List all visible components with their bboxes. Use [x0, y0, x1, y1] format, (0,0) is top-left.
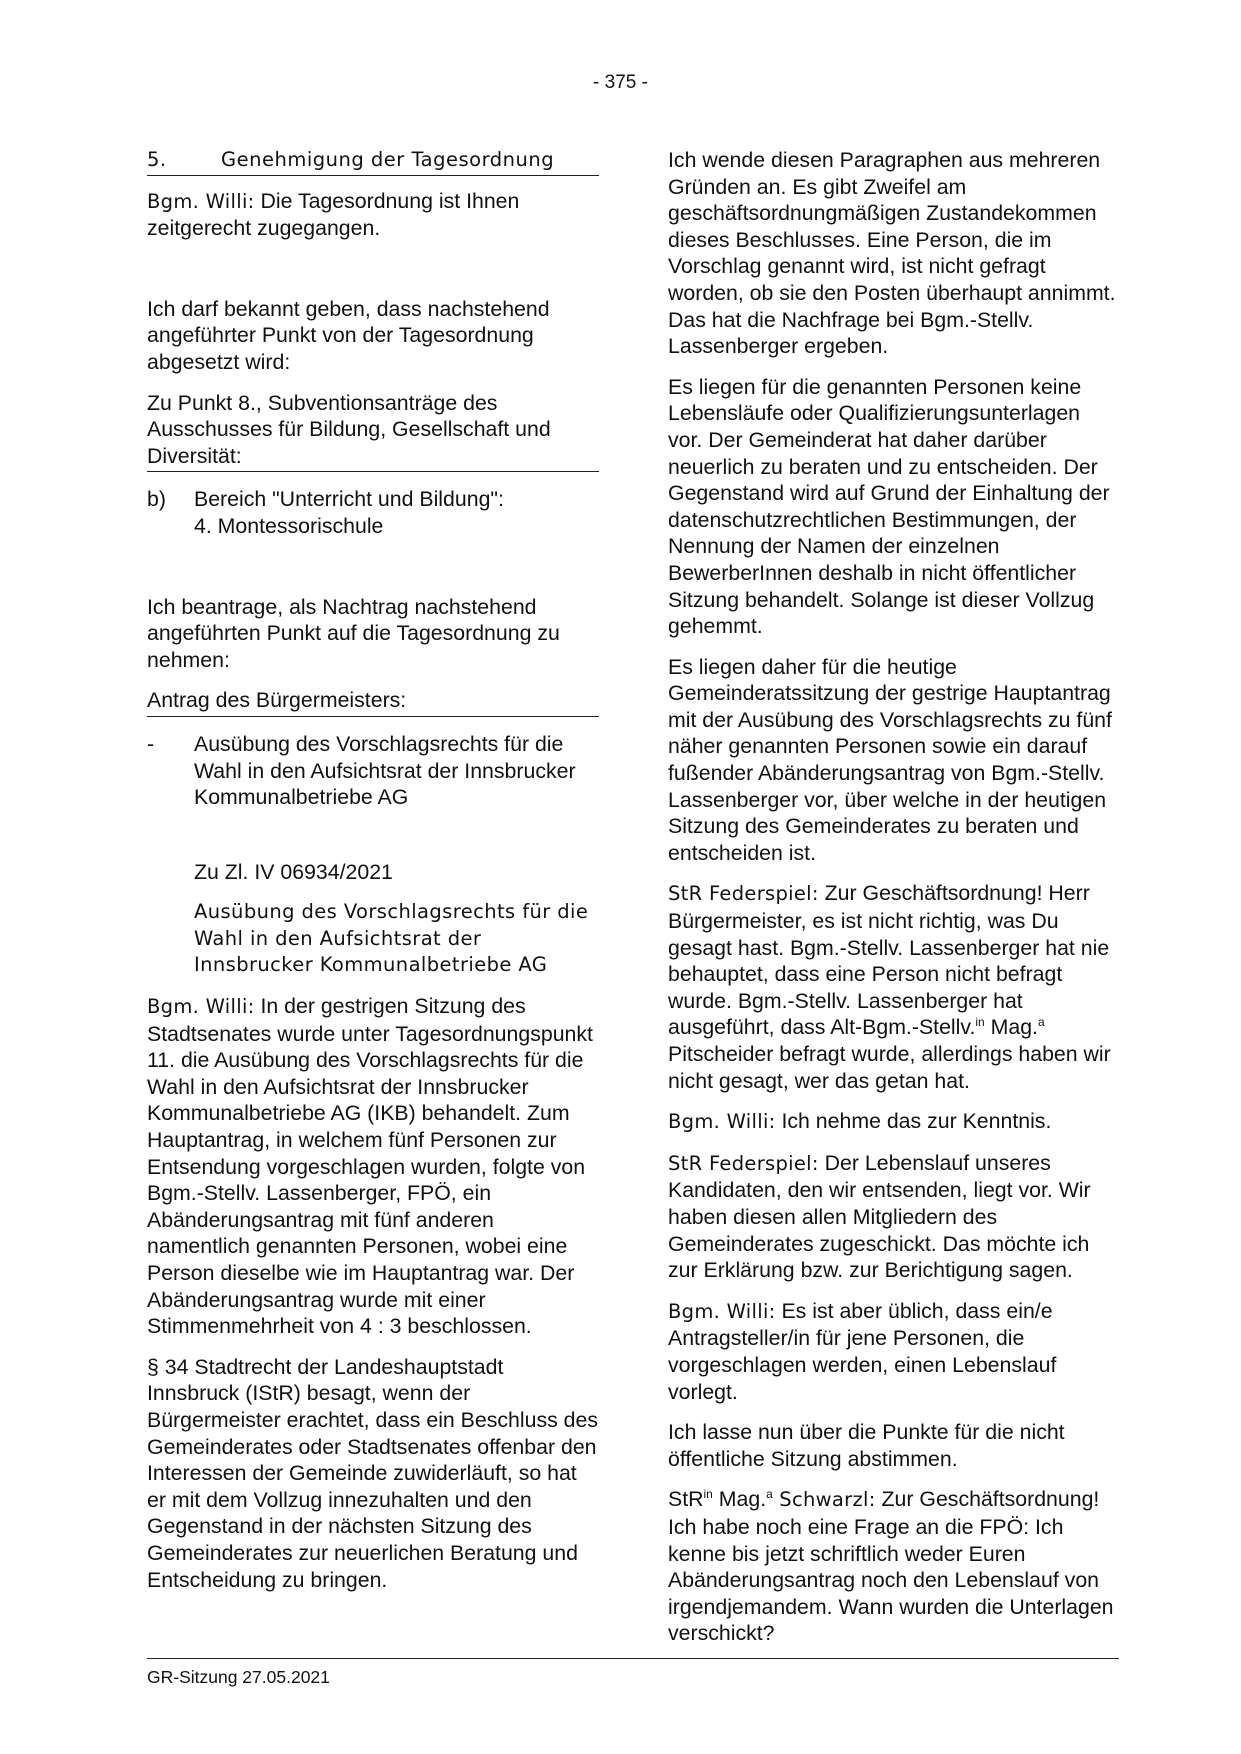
speaker-name: Bgm. Willi:	[668, 1110, 776, 1134]
paragraph	[147, 188, 599, 242]
paragraph-ruled: Antrag des Bürgermeisters:	[147, 687, 599, 717]
superscript: in	[975, 1015, 985, 1030]
paragraph-text: Pitscheider befragt wurde, allerdings haben wir nicht gesagt, wer das getan hat.	[668, 1042, 1111, 1093]
paragraph-text: Die Tagesordnung ist Ihnen zeitgerecht zugegangen.	[147, 188, 520, 241]
superscript: a	[1037, 1015, 1045, 1030]
speaker-name: StR Federspiel:	[668, 882, 819, 906]
speaker-name: Bgm. Willi:	[668, 1299, 776, 1323]
paragraph: Ich lasse nun über die Punkte für die nicht öffentliche Sitzung abstimmen.	[668, 1420, 1065, 1471]
paragraph	[668, 1150, 1120, 1284]
speaker-name: Schwarzl:	[772, 1488, 876, 1512]
section-heading	[147, 147, 599, 176]
paragraph: § 34 Stadtrecht der Landeshauptstadt Innsbruck (IStR) besagt, wenn der Bürgermeister erachtet, dass ein Beschluss des Gemeinderates oder Stadtsenates offenbar den Interessen der Gemeinde zuwiderläuft, so hat er mit dem Vollzug innezuhalten und den Gegenstand in der nächsten Sitzung des Gemeinderates zur neuerlichen Beratung und Entscheidung zu bringen.	[147, 1354, 598, 1592]
paragraph: Es liegen daher für die heutige Gemeinderatssitzung der gestrige Hauptantrag mit der Ausübung des Vorschlagsrechts zu fünf näher genannten Personen sowie ein darauf fußender Abänderungsantrag von Bgm.-Stellv. Lassenberger vor, über welche in der heutigen Sitzung des Gemeinderates zu beraten und entscheiden ist.	[668, 654, 1112, 865]
superscript: a	[766, 1487, 773, 1502]
list-item-body	[194, 486, 599, 539]
paragraph-text: Mag.	[984, 1015, 1038, 1040]
list-item-body: Ausübung des Vorschlagsrechts für die Wahl in den Aufsichtsrat der Innsbrucker Kommunalbetriebe AG	[194, 731, 576, 810]
list-item	[147, 731, 599, 811]
paragraph	[668, 880, 1120, 1094]
section-number: 5.	[147, 148, 167, 171]
paragraph: Es liegen für die genannten Personen keine Lebensläufe oder Qualifizierungsunterlagen vor. Der Gemeinderat hat daher darüber neuerlich zu beraten und zu entscheiden. Der Gegenstand wird auf Grund der Einhaltung der datenschutzrechtlichen Bestimmungen, der Nennung der Namen der einzelnen BewerberInnen deshalb in nicht öffentlicher Sitzung behandelt. Solange ist dieser Vollzug gehemmt.	[668, 374, 1110, 639]
paragraph: Ich wende diesen Paragraphen aus mehreren Gründen an. Es gibt Zweifel am geschäftsordnungmäßigen Zustandekommen dieses Beschlusses. Eine Person, die im Vorschlag genannt wird, ist nicht gefragt worden, ob sie den Posten überhaupt annimmt. Das hat die Nachfrage bei Bgm.-Stellv. Lassenberger ergeben.	[668, 148, 1116, 359]
paragraph	[147, 993, 599, 1340]
footer-text: GR-Sitzung 27.05.2021	[147, 1667, 330, 1687]
section-title: Genehmigung der Tagesordnung	[221, 148, 555, 171]
right-column	[668, 147, 1120, 1661]
paragraph-text: Es ist aber üblich, dass ein/e Antragsteller/in für jene Personen, die vorgeschlagen werden, einen Lebenslauf vorlegt.	[668, 1298, 1057, 1404]
speaker-name: Bgm. Willi:	[147, 995, 255, 1019]
list-item-line: 4. Montessorischule	[194, 513, 384, 538]
list-item-line: Bereich "Unterricht und Bildung":	[194, 487, 504, 512]
list-marker: -	[147, 731, 155, 756]
paragraph: Ich darf bekannt geben, dass nachstehend angeführter Punkt von der Tagesordnung abgesetzt wird:	[147, 296, 550, 374]
paragraph	[668, 1108, 1120, 1136]
paragraph-text: Der Lebenslauf unseres Kandidaten, den wir entsenden, liegt vor. Wir haben diesen allen Mitgliedern des Gemeinderates zugeschickt. Das möchte ich zur Erklärung bzw. zur Berichtigung sagen.	[668, 1150, 1091, 1283]
footer-divider	[147, 1658, 1119, 1659]
file-number: Zu Zl. IV 06934/2021	[194, 859, 393, 884]
paragraph-ruled: Zu Punkt 8., Subventionsanträge des Ausschusses für Bildung, Gesellschaft und Diversität:	[147, 390, 599, 473]
paragraph-text: Zur Geschäftsordnung! Herr Bürgermeister, es ist nicht richtig, was Du gesagt hast. Bgm.-Stellv. Lassenberger hat nie behauptet, dass eine Person nicht befragt wurde. Bgm.-Stellv. Lassenberger hat ausgeführt, dass Alt-Bgm.-Stellv.	[668, 881, 1110, 1040]
speaker-name: Bgm. Willi:	[147, 189, 255, 213]
left-column	[147, 147, 599, 1607]
list-marker: b)	[147, 487, 166, 512]
superscript: in	[703, 1487, 713, 1502]
paragraph	[668, 1486, 1120, 1647]
page-number: - 375 -	[593, 72, 648, 93]
paragraph	[668, 1298, 1120, 1405]
paragraph-text: Zur Geschäftsordnung! Ich habe noch eine Frage an die FPÖ: Ich kenne bis jetzt schriftlich weder Euren Abänderungsantrag noch den Lebenslauf von irgendjemandem. Wann wurden die Unterlagen verschickt?	[668, 1487, 1114, 1646]
speaker-name: StR	[668, 1487, 704, 1512]
speaker-name: StR Federspiel:	[668, 1151, 819, 1175]
agenda-title: Ausübung des Vorschlagsrechts für die Wahl in den Aufsichtsrat der Innsbrucker Kommunalbetriebe AG	[194, 900, 589, 977]
list-item	[147, 486, 599, 539]
paragraph-text: Ich nehme das zur Kenntnis.	[775, 1109, 1052, 1134]
paragraph: Ich beantrage, als Nachtrag nachstehend angeführten Punkt auf die Tagesordnung zu nehmen:	[147, 594, 560, 672]
paragraph-text: In der gestrigen Sitzung des Stadtsenates wurde unter Tagesordnungspunkt 11. die Ausübung des Vorschlagsrechts für die Wahl in den Aufsichtsrat der Innsbrucker Kommunalbetriebe AG (IKB) behandelt. Zum Hauptantrag, in welchem fünf Personen zur Entsendung vorgeschlagen wurden, folgte von Bgm.-Stellv. Lassenberger, FPÖ, ein Abänderungsantrag mit fünf anderen namentlich genannten Personen, wobei eine Person dieselbe wie im Hauptantrag war. Der Abänderungsantrag wurde mit einer Stimmenmehrheit von 4 : 3 beschlossen.	[147, 994, 593, 1339]
speaker-name: Mag.	[712, 1487, 767, 1512]
